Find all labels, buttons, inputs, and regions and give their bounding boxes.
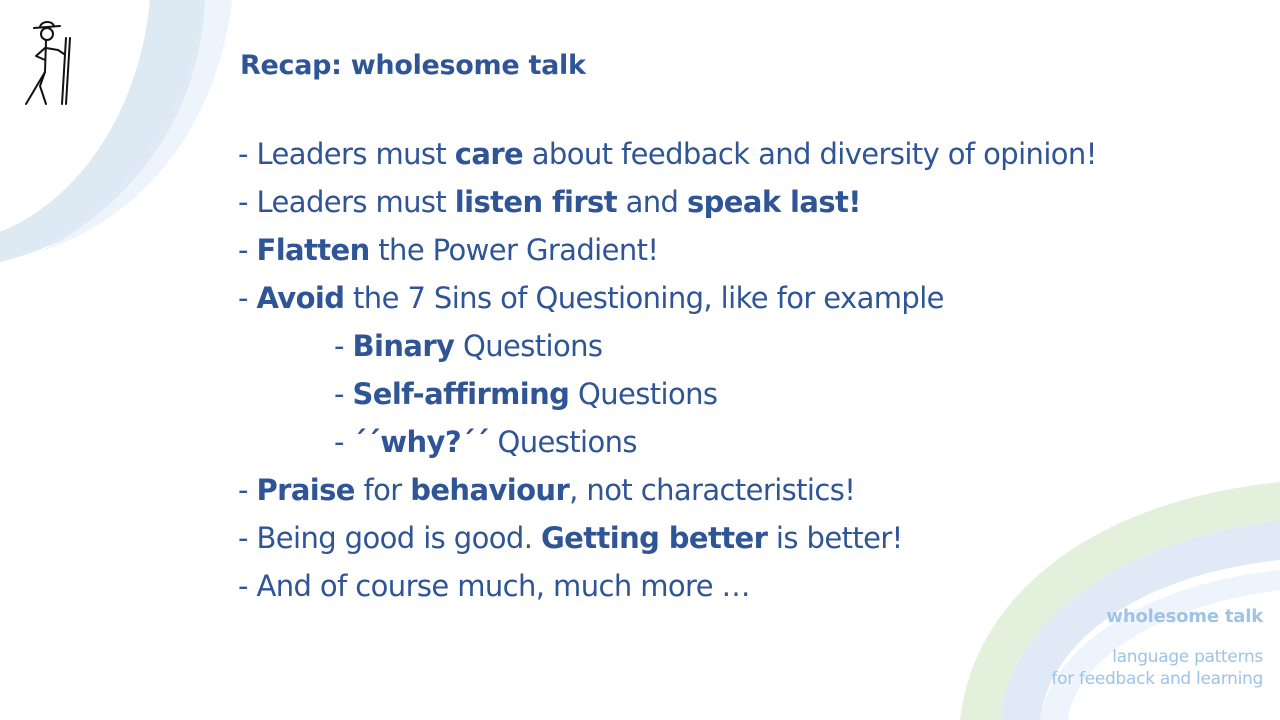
bullet-item	[238, 130, 1097, 178]
sub-bullet-item	[238, 322, 1097, 370]
footer-tagline	[1051, 646, 1263, 690]
hiker-stick-figure-icon	[18, 16, 80, 112]
footer-tagline-line2: for feedback and learning	[1051, 669, 1263, 689]
bullet-text: -	[334, 425, 353, 459]
bullet-list	[238, 130, 1097, 610]
bullet-emphasis: Flatten	[256, 233, 370, 267]
bullet-text: and	[616, 185, 687, 219]
bullet-item	[238, 226, 1097, 274]
bullet-emphasis: ´´why?´´	[352, 425, 489, 459]
bullet-item	[238, 178, 1097, 226]
bullet-emphasis: Getting better	[540, 521, 768, 555]
slide-title: Recap: wholesome talk	[240, 50, 586, 81]
bullet-emphasis: Avoid	[256, 281, 345, 315]
bullet-text: Questions	[454, 329, 603, 363]
bullet-text: -	[238, 233, 257, 267]
bullet-text: - And of course much, much more …	[238, 569, 750, 603]
bullet-item	[238, 514, 1097, 562]
bullet-text: -	[334, 329, 353, 363]
bullet-emphasis: care	[454, 137, 524, 171]
bullet-text: , not characteristics!	[569, 473, 856, 507]
bullet-text: Questions	[488, 425, 637, 459]
bullet-emphasis: speak last!	[686, 185, 861, 219]
bullet-emphasis: behaviour	[410, 473, 570, 507]
bullet-emphasis: Praise	[256, 473, 355, 507]
footer-tagline-line1: language patterns	[1112, 647, 1263, 667]
bullet-text: is better!	[767, 521, 903, 555]
bullet-text: the 7 Sins of Questioning, like for example	[344, 281, 944, 315]
bullet-emphasis: listen first	[454, 185, 617, 219]
bullet-emphasis: Binary	[352, 329, 455, 363]
bullet-text: the Power Gradient!	[369, 233, 659, 267]
bullet-item	[238, 274, 1097, 322]
bullet-text: for	[354, 473, 411, 507]
bullet-item	[238, 562, 1097, 610]
bullet-text: Questions	[569, 377, 718, 411]
bullet-text: - Being good is good.	[238, 521, 541, 555]
bullet-text: - Leaders must	[238, 185, 455, 219]
footer-brand: wholesome talk	[1106, 606, 1263, 627]
bullet-item	[238, 466, 1097, 514]
bullet-text: -	[334, 377, 353, 411]
sub-bullet-item	[238, 418, 1097, 466]
bullet-emphasis: Self-affirming	[352, 377, 570, 411]
bullet-text: -	[238, 281, 257, 315]
bullet-text: -	[238, 473, 257, 507]
bullet-text: - Leaders must	[238, 137, 455, 171]
bullet-text: about feedback and diversity of opinion!	[523, 137, 1097, 171]
sub-bullet-item	[238, 370, 1097, 418]
